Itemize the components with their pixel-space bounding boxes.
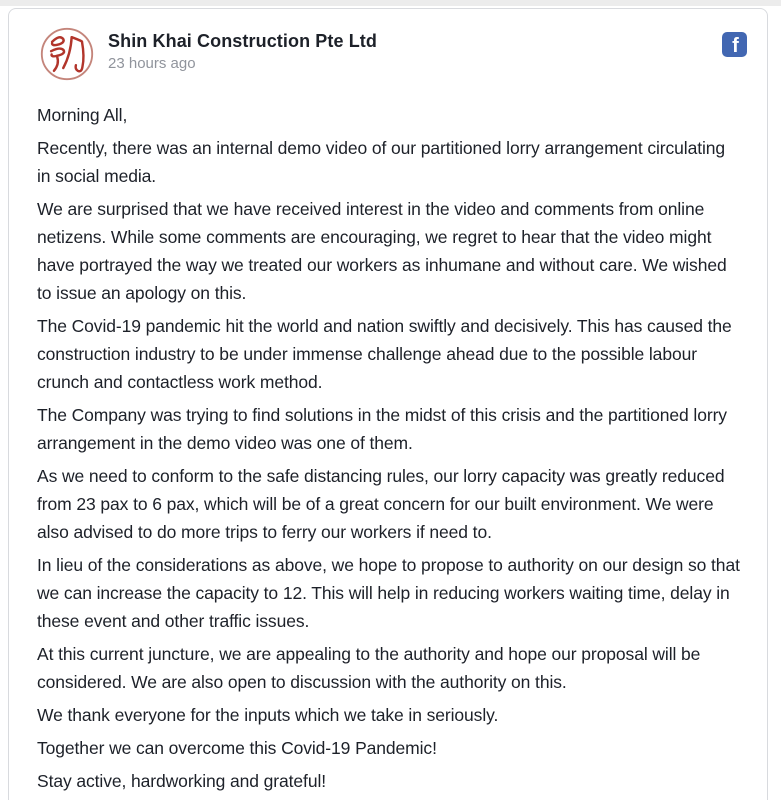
post-paragraph: We are surprised that we have received interest in the video and comments from online netizens. While some comments are encouraging, we regret to hear that the video might have portrayed the way we treated our workers as inhumane and without care. We wished to issue an apology on this. [37,199,727,303]
post-timestamp-link[interactable]: 23 hours ago [108,55,196,72]
page-name-link[interactable]: Shin Khai Construction Pte Ltd [108,31,377,51]
post-paragraph: At this current juncture, we are appealing to the authority and hope our proposal will be considered. We are also open to discussion with the authority on this. [37,644,701,692]
company-logo-calligraphy-icon [39,26,95,82]
post-header [9,9,767,82]
facebook-post-card [8,8,768,800]
facebook-logo-icon[interactable] [722,32,747,57]
post-paragraph: In lieu of the considerations as above, we hope to propose to authority on our design so that we can increase the capacity to 12. This will help in reducing workers waiting time, delay in these event and other traffic issues. [37,555,740,631]
facebook-f-glyph: f [732,35,739,57]
post-body-text [9,82,767,795]
post-paragraph: As we need to conform to the safe distancing rules, our lorry capacity was greatly reduced from 23 pax to 6 pax, which will be of a great concern for our built environment. We were also advised to do more trips to ferry our workers if need to. [37,466,725,542]
post-paragraph: Stay active, hardworking and grateful! [37,771,327,791]
post-paragraph: Recently, there was an internal demo video of our partitioned lorry arrangement circulating in social media. [37,138,726,186]
post-header-text [108,26,722,72]
post-paragraph: Together we can overcome this Covid-19 Pandemic! [37,738,437,758]
post-paragraph: Morning All, [37,105,128,125]
page-avatar[interactable] [39,26,95,82]
window-edge-strip [0,0,781,6]
post-paragraph: The Covid-19 pandemic hit the world and nation swiftly and decisively. This has caused the construction industry to be under immense challenge ahead due to the possible labour crunch and contactless work method. [37,316,732,392]
post-paragraph: The Company was trying to find solutions in the midst of this crisis and the partitioned lorry arrangement in the demo video was one of them. [37,405,727,453]
post-paragraph: We thank everyone for the inputs which we take in seriously. [37,705,499,725]
